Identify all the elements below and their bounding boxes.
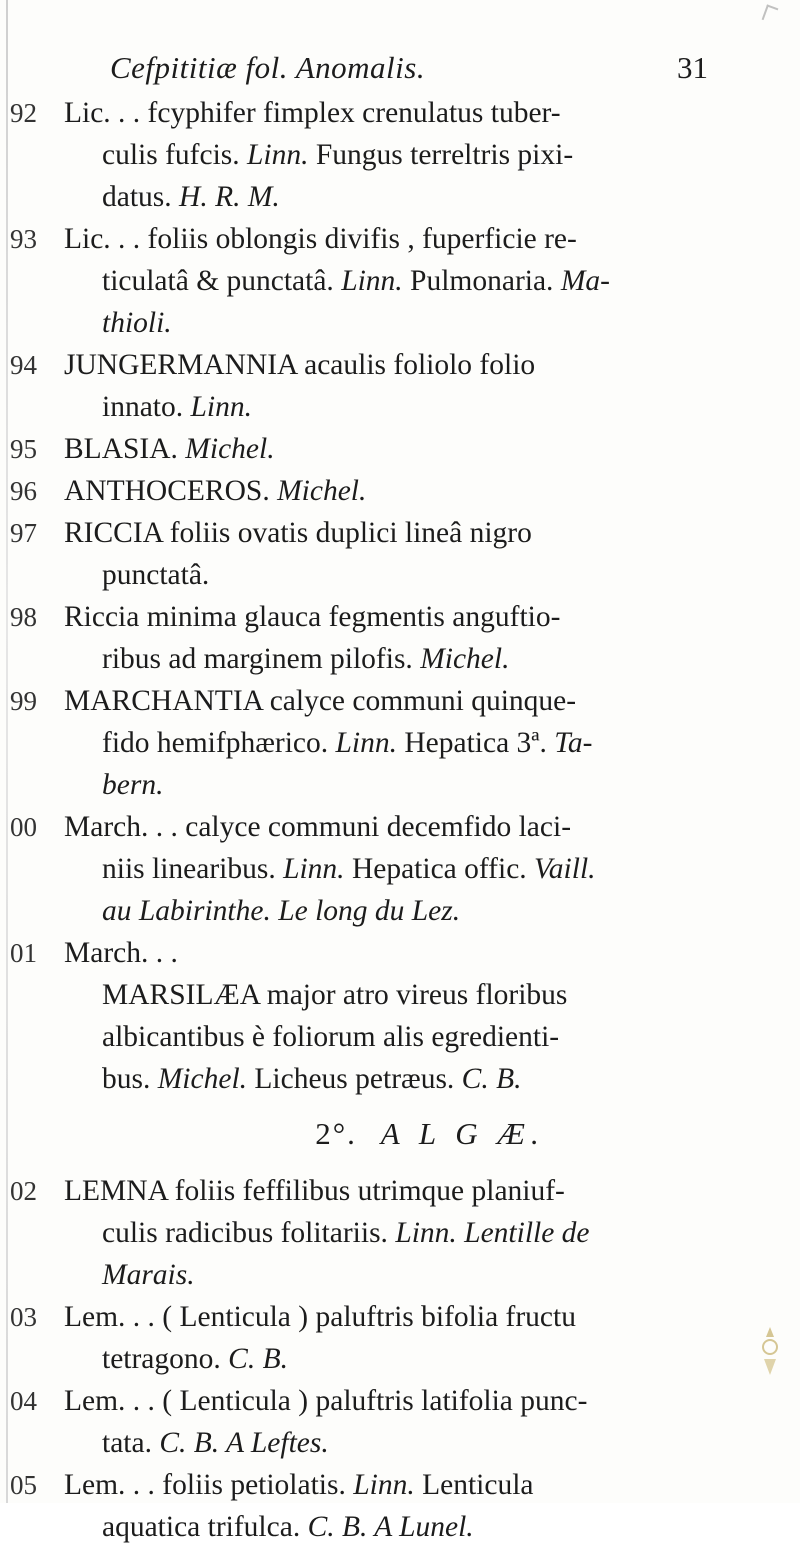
- entry-continuation-line: [64, 554, 760, 596]
- entry-authority: Linn.: [353, 1469, 415, 1501]
- entry-italic-text: Ma-: [560, 265, 610, 297]
- entry-continuation-line: [64, 638, 760, 680]
- entry-continuation-line: [64, 386, 760, 428]
- catalog-entry: [0, 680, 800, 806]
- entry-roman-text: tetragono.: [102, 1343, 229, 1375]
- entry-roman-text: aquatica trifulca.: [102, 1511, 308, 1543]
- entry-italic-text: Ta-: [554, 727, 593, 759]
- entry-text: [64, 806, 760, 932]
- entry-roman-text: Hepatica offic.: [344, 853, 535, 885]
- entry-roman-text: culis radicibus folitariis.: [102, 1217, 396, 1249]
- entry-text: [64, 1170, 760, 1296]
- entry-continuation-line: [64, 1338, 760, 1380]
- entry-italic-text: Lentille de: [464, 1217, 590, 1249]
- entry-continuation-line: [64, 1506, 760, 1548]
- entry-first-line: LEMNA foliis feffilibus utrimque planiuf-: [64, 1175, 565, 1207]
- running-head-title: Cefpititiæ fol. Anomalis.: [110, 50, 426, 85]
- entry-italic-text: Linn.: [335, 727, 397, 759]
- entry-continuation-line: [64, 974, 760, 1016]
- entry-continuation-line: [64, 260, 760, 302]
- entry-authority: Michel.: [277, 475, 367, 507]
- entry-roman-text: Fungus terreltris pixi-: [308, 139, 574, 171]
- entry-italic-text: Michel.: [157, 1063, 248, 1095]
- entry-first-line: March. . . calyce communi decemfido laci-: [64, 811, 572, 843]
- entry-italic-text: Linn.: [283, 853, 345, 885]
- entry-continuation-line: [64, 1058, 760, 1100]
- entry-roman-text: ribus ad marginem pilofis.: [102, 643, 421, 675]
- catalog-entry: [0, 218, 800, 344]
- section-heading: [0, 1100, 800, 1170]
- catalog-entry: [0, 806, 800, 932]
- library-stamp-icon: [756, 1323, 784, 1383]
- entry-continuation-line: [64, 722, 760, 764]
- entry-first-line: Riccia minima glauca fegmentis anguftio-: [64, 601, 561, 633]
- entry-italic-text: Linn.: [190, 391, 252, 423]
- entry-roman-text: datus.: [102, 181, 180, 213]
- entry-text: [64, 92, 760, 218]
- entry-number: 01: [10, 938, 37, 968]
- entry-italic-text: au Labirinthe. Le long du Lez.: [102, 895, 461, 927]
- entry-first-line: Lem. . . ( Lenticula ) paluftris bifolia fructu: [64, 1301, 576, 1333]
- entry-continuation-line: [64, 1016, 760, 1058]
- entry-number: 96: [10, 476, 37, 506]
- catalog-entry: [0, 1296, 800, 1380]
- entry-first-line: March. . .: [64, 937, 178, 969]
- corner-pencil-mark: [762, 4, 779, 23]
- entry-roman-text: albicantibus è foliorum alis egredienti-: [102, 1021, 560, 1053]
- entry-number: 94: [10, 350, 37, 380]
- entry-italic-text: Linn.: [247, 139, 309, 171]
- catalog-entry: [0, 470, 800, 512]
- catalog-entry: [0, 596, 800, 680]
- section-ordinal: 2°.: [315, 1116, 357, 1151]
- catalog-entry: [0, 512, 800, 596]
- entry-continuation-line: [64, 176, 760, 218]
- entry-number: 02: [10, 1176, 37, 1206]
- entry-roman-text: Pulmonaria.: [402, 265, 561, 297]
- catalog-entry: [0, 932, 800, 1100]
- entry-text: [64, 1464, 760, 1548]
- entry-first-line: BLASIA.: [64, 433, 186, 465]
- moss-entries: [0, 92, 800, 1100]
- entry-number: 04: [10, 1386, 37, 1416]
- entry-italic-text: Linn.: [395, 1217, 457, 1249]
- entry-first-line: MARCHANTIA calyce communi quinque-: [64, 685, 577, 717]
- entry-continuation-line: [64, 890, 760, 932]
- entry-continuation-line: [64, 302, 760, 344]
- entry-number: 03: [10, 1302, 37, 1332]
- entry-continuation-line: [64, 848, 760, 890]
- entry-number: 00: [10, 812, 37, 842]
- page-number: 31: [677, 50, 708, 85]
- section-title: A L G Æ.: [380, 1116, 545, 1151]
- entry-continuation-line: [64, 764, 760, 806]
- entry-number: 97: [10, 518, 37, 548]
- entry-roman-text: punctatâ.: [102, 559, 210, 591]
- entry-number: 99: [10, 686, 37, 716]
- entry-italic-text: C. B.: [228, 1343, 288, 1375]
- entry-number: 98: [10, 602, 37, 632]
- entry-italic-text: Linn.: [341, 265, 403, 297]
- entry-text: [64, 218, 760, 344]
- entry-first-line: Lic. . . fcyphifer fimplex crenulatus tuber-: [64, 97, 561, 129]
- catalog-entry: [0, 344, 800, 428]
- entry-italic-text: Michel.: [420, 643, 510, 675]
- entry-continuation-line: [64, 1254, 760, 1296]
- entry-italic-text: C. B.: [461, 1063, 522, 1095]
- entry-first-line: Lem. . . ( Lenticula ) paluftris latifolia punc-: [64, 1385, 588, 1417]
- entry-number: 95: [10, 434, 37, 464]
- entry-text: [64, 932, 760, 1100]
- entry-number: 93: [10, 224, 37, 254]
- entry-roman-text: MARSILÆA major atro vireus floribus: [102, 979, 568, 1011]
- entry-authority: Michel.: [185, 433, 275, 465]
- entry-roman-text: fido hemifphærico.: [102, 727, 336, 759]
- entry-continuation-line: [64, 1212, 760, 1254]
- entry-roman-text: tata.: [102, 1427, 160, 1459]
- catalog-entry: [0, 1170, 800, 1296]
- entry-roman-text: innato.: [102, 391, 191, 423]
- entry-italic-text: C. B. A Lunel.: [307, 1511, 474, 1543]
- entry-text: [64, 344, 760, 428]
- entry-text: [64, 596, 760, 680]
- entry-first-line: Lem. . . foliis petiolatis.: [64, 1469, 354, 1501]
- running-head: [0, 50, 800, 90]
- entry-first-line: ANTHOCEROS.: [64, 475, 278, 507]
- entry-italic-text: Vaill.: [534, 853, 596, 885]
- entry-italic-text: bern.: [102, 769, 164, 801]
- entry-italic-text: C. B. A Leftes.: [159, 1427, 329, 1459]
- entry-first-line: Lic. . . foliis oblongis divifis , fuperficie re-: [64, 223, 577, 255]
- entry-continuation-line: [64, 134, 760, 176]
- entry-first-line-tail: Lenticula: [414, 1469, 534, 1501]
- entry-text: [64, 470, 760, 512]
- entry-text: [64, 1380, 760, 1464]
- entry-italic-text: Marais.: [102, 1259, 195, 1291]
- entry-italic-text: H. R. M.: [179, 181, 280, 213]
- entry-first-line: JUNGERMANNIA acaulis foliolo folio: [64, 349, 536, 381]
- entry-text: [64, 512, 760, 596]
- entry-continuation-line: [64, 1422, 760, 1464]
- entry-roman-text: culis fufcis.: [102, 139, 248, 171]
- catalog-entry: [0, 92, 800, 218]
- entry-roman-text: niis linearibus.: [102, 853, 284, 885]
- catalog-entry: [0, 428, 800, 470]
- entry-list: [0, 92, 800, 1548]
- entry-roman-text: ticulatâ & punctatâ.: [102, 265, 342, 297]
- entry-number: 92: [10, 98, 37, 128]
- entry-italic-text: thioli.: [102, 307, 172, 339]
- entry-roman-text: Hepatica 3ª.: [396, 727, 555, 759]
- entry-roman-text: bus.: [102, 1063, 158, 1095]
- entry-number: 05: [10, 1470, 37, 1500]
- entry-first-line: RICCIA foliis ovatis duplici lineâ nigro: [64, 517, 532, 549]
- catalog-entry: [0, 1380, 800, 1464]
- algae-entries: [0, 1170, 800, 1548]
- entry-text: [64, 428, 760, 470]
- catalog-entry: [0, 1464, 800, 1548]
- entry-roman-text: Licheus petræus.: [247, 1063, 462, 1095]
- entry-text: [64, 1296, 760, 1380]
- entry-text: [64, 680, 760, 806]
